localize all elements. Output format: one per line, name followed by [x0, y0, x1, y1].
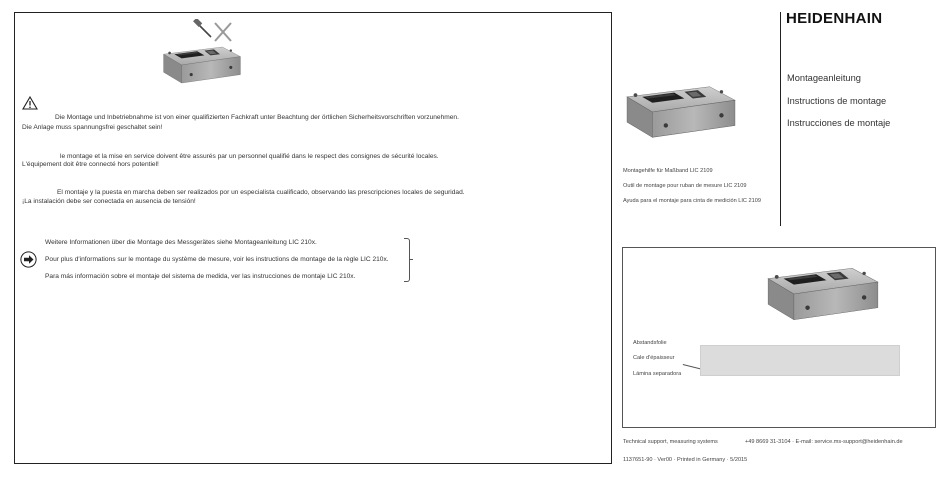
- footer-support: Technical support, measuring systems: [623, 439, 718, 445]
- safety-de-line1: Die Montage und Inbetriebnahme ist von einer qualifizierten Fachkraft unter Beachtung der örtlichen Sicherheitsvorschriften vorzunehmen.: [55, 114, 459, 121]
- safety-fr-line2: L'équipement doit être connecté hors potentiel!: [22, 161, 159, 168]
- info-fr: Pour plus d'informations sur le montage du système de mesure, voir les instructions de montage de la règle LIC 210x.: [45, 256, 389, 263]
- arrow-right-icon: [20, 251, 37, 268]
- no-hammer-icon: [193, 19, 235, 45]
- warning-icon: [22, 96, 38, 110]
- title-es: Instrucciones de montaje: [787, 118, 891, 128]
- safety-es-line1: El montaje y la puesta en marcha deben ser realizados por un especialista cualificado, observando las prescripciones locales de seguridad.: [57, 189, 465, 196]
- info-de: Weitere Informationen über die Montage des Messgerätes siehe Montageanleitung LIC 210x.: [45, 239, 317, 246]
- cover-divider: [780, 12, 781, 226]
- device-image-cover: [622, 85, 740, 139]
- device-image-top: [160, 44, 244, 86]
- title-fr: Instructions de montage: [787, 96, 887, 106]
- footer-docinfo: 1137651-90 · Ver00 · Printed in Germany · 5/2015: [623, 457, 748, 463]
- label-de: Abstandsfolie: [633, 340, 667, 346]
- product-fr: Outil de montage pour ruban de mesure LIC 2109: [623, 183, 747, 189]
- info-brace-tip: [410, 259, 413, 260]
- product-es: Ayuda para el montaje para cinta de medición LIC 2109: [623, 198, 761, 204]
- spacer-foil: [700, 345, 900, 376]
- label-es: Lámina separadora: [633, 371, 682, 377]
- safety-es-line2: ¡La instalación debe ser conectada en ausencia de tensión!: [22, 198, 196, 205]
- info-es: Para más información sobre el montaje del sistema de medida, ver las instrucciones de montaje LIC 210x.: [45, 273, 356, 280]
- label-fr: Cale d'épaisseur: [633, 355, 675, 361]
- product-de: Montagehilfe für Maßband LIC 2109: [623, 168, 713, 174]
- device-image-box: [763, 266, 883, 322]
- title-de: Montageanleitung: [787, 73, 861, 83]
- info-brace: [404, 238, 410, 282]
- safety-de-line2: Die Anlage muss spannungsfrei geschaltet sein!: [22, 124, 163, 131]
- footer-contact: +49 8669 31-3104 · E-mail: service.ms-support@heidenhain.de: [745, 439, 903, 445]
- safety-fr-line1: le montage et la mise en service doivent être assurés par un personnel qualifié dans le respect des consignes de sécurité locales.: [60, 153, 439, 160]
- heidenhain-logo: HEIDENHAIN: [786, 10, 883, 27]
